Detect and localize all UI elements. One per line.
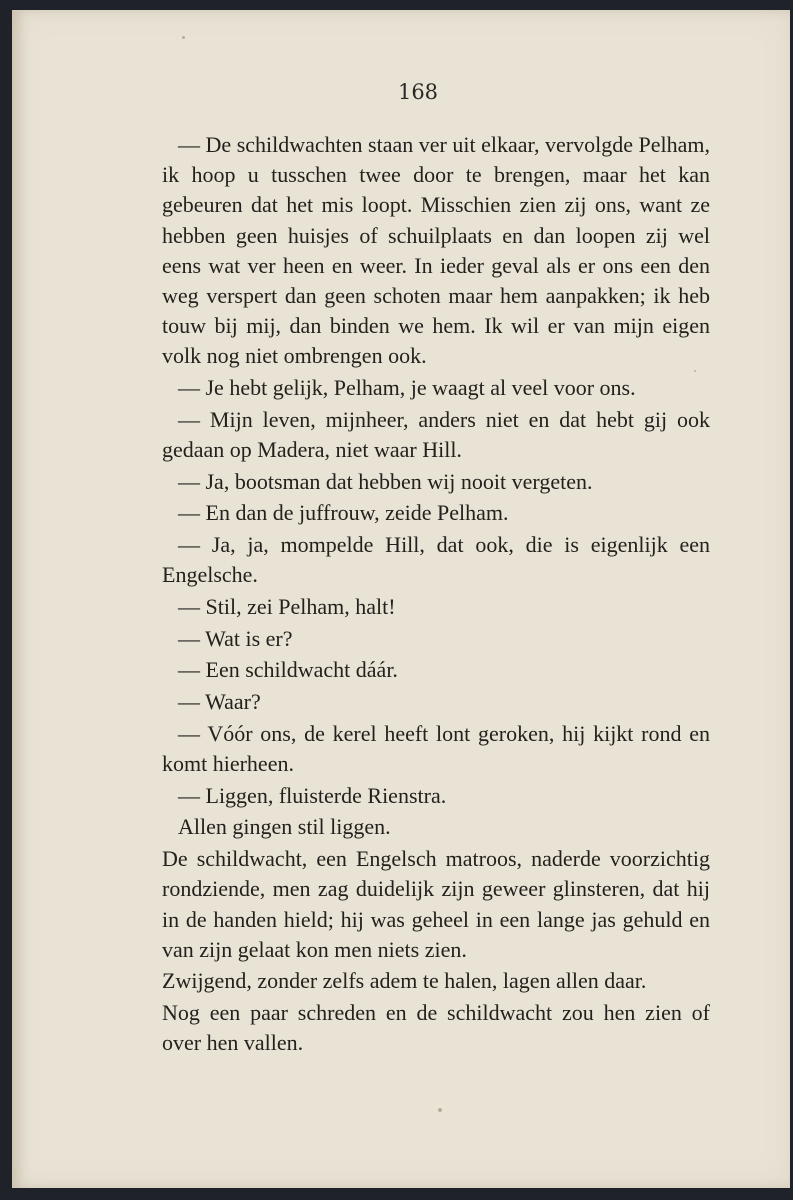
paragraph-6: — Ja, ja, mompelde Hill, dat ook, die is eigenlijk een Engelsche.	[162, 532, 710, 588]
paragraph-1: — De schildwachten staan ver uit elkaar, vervolgde Pelham, ik hoop u tusschen twee door te brengen, maar het kan gebeuren dat het mis loopt. Misschien zien zij ons, want ze hebben geen huisjes of schuilplaats en dan loopen zij wel eens wat ver heen en weer. In ieder geval als er ons een den weg verspert dan geen schoten maar hem aanpakken; ik heb touw bij mij, dan binden we hem. Ik wil er van mijn eigen volk nog niet ombrengen ook.	[162, 132, 710, 369]
book-page	[12, 10, 790, 1188]
paragraph-12: — Liggen, fluisterde Rienstra.	[178, 782, 447, 808]
paragraph-16: Nog een paar schreden en de schildwacht zou hen zien of over hen vallen.	[162, 1000, 710, 1056]
paragraph-2: — Je hebt gelijk, Pelham, je waagt al veel voor ons.	[178, 375, 636, 401]
paragraph-5: — En dan de juffrouw, zeide Pelham.	[178, 500, 509, 526]
paragraph-4: — Ja, bootsman dat hebben wij nooit vergeten.	[178, 468, 593, 494]
paragraph-10: — Waar?	[178, 689, 261, 715]
page-body	[162, 130, 710, 1060]
paragraph-15: Zwijgend, zonder zelfs adem te halen, lagen allen daar.	[162, 968, 647, 994]
paragraph-11: — Vóór ons, de kerel heeft lont geroken, hij kijkt rond en komt hierheen.	[162, 720, 710, 777]
paragraph-13: Allen gingen stil liggen.	[178, 814, 391, 840]
paragraph-9: — Een schildwacht dáár.	[178, 657, 398, 683]
page-number: 168	[397, 80, 439, 104]
paragraph-3: — Mijn leven, mijnheer, anders niet en dat hebt gij ook gedaan op Madera, niet waar Hill.	[162, 406, 710, 463]
paragraph-7: — Stil, zei Pelham, halt!	[178, 594, 396, 620]
paragraph-14: De schildwacht, een Engelsch matroos, naderde voorzichtig rondziende, men zag duidelijk zijn geweer glinsteren, dat hij in de handen hield; hij was geheel in een lange jas gehuld en van zijn gelaat kon men niets zien.	[162, 846, 710, 962]
paragraph-8: — Wat is er?	[178, 625, 293, 651]
